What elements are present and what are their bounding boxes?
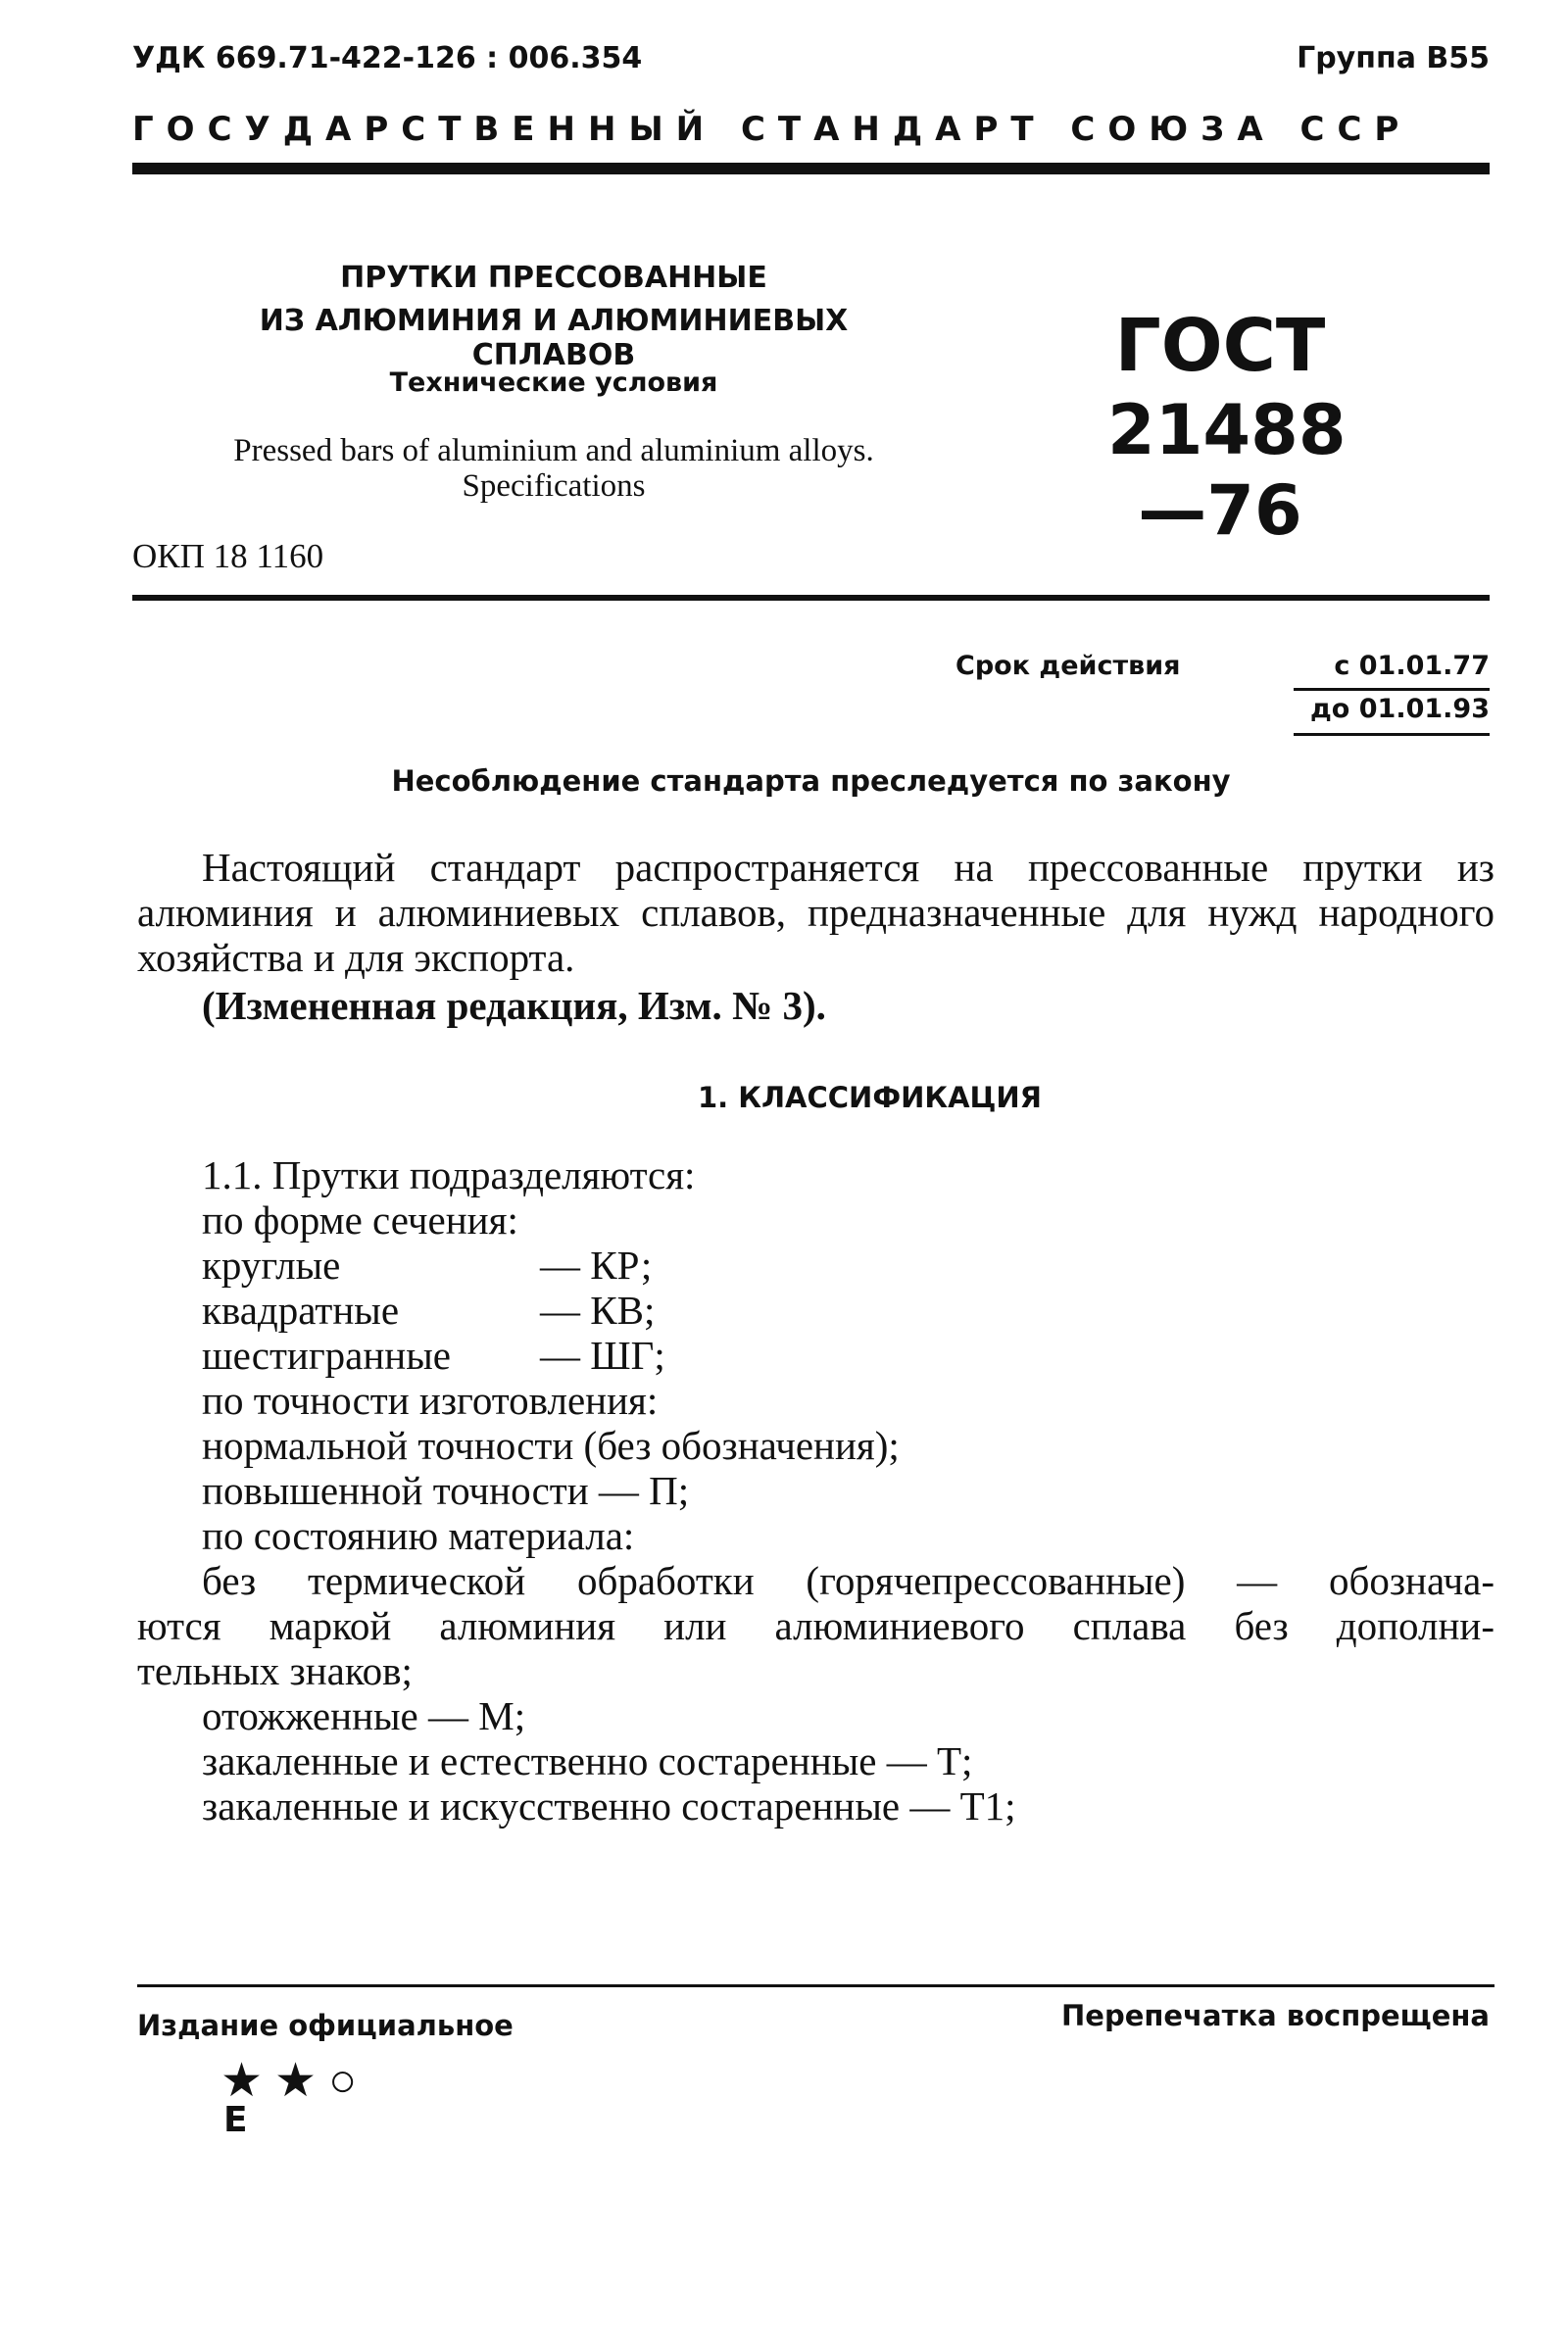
amendment-note: (Измененная редакция, Изм. № 3).: [202, 983, 826, 1028]
group-code: Группа В55: [1297, 41, 1490, 75]
list-item: ются маркой алюминия или алюминиевого сплава без дополни-: [137, 1603, 1494, 1648]
list-item: закаленные и искусственно состаренные — Т1;: [202, 1783, 1016, 1829]
list-item: отожженные — М;: [202, 1693, 526, 1738]
validity-underline: [1294, 733, 1490, 736]
english-title-line-1: Pressed bars of aluminium and aluminium alloys.: [233, 433, 874, 468]
star-marks-icon: ★ ★ ○: [220, 2055, 358, 2107]
list-item-hex: [137, 1333, 1494, 1378]
title-line-2: ИЗ АЛЮМИНИЯ И АЛЮМИНИЕВЫХ СПЛАВОВ: [259, 304, 849, 372]
okp-code: ОКП 18 1160: [132, 537, 324, 575]
round-label: круглые: [202, 1243, 341, 1288]
list-item: тельных знаков;: [137, 1648, 413, 1693]
mark-e: Е: [223, 2100, 248, 2140]
hex-code: — ШГ;: [540, 1333, 665, 1378]
footer-rule: [137, 1984, 1494, 1987]
list-item: нормальной точности (без обозначения);: [202, 1423, 900, 1468]
classification-list: [137, 1152, 1494, 1829]
gost-number: 21488—76: [1107, 390, 1347, 551]
validity-label: Срок действия: [956, 651, 1181, 681]
legal-warning: Несоблюдение стандарта преследуется по закону: [391, 764, 1231, 798]
gost-label: ГОСТ: [1114, 304, 1326, 388]
list-item: по состоянию материала:: [202, 1513, 635, 1558]
round-code: — КР;: [540, 1243, 653, 1288]
hex-label: шестигранные: [202, 1333, 451, 1378]
list-item: по форме сечения:: [202, 1197, 518, 1243]
title-line-1: ПРУТКИ ПРЕССОВАННЫЕ: [340, 261, 767, 295]
square-label: квадратные: [202, 1288, 400, 1333]
list-item-square: [137, 1288, 1494, 1333]
list-item: без термической обработки (горячепрессованные) — обознача-: [202, 1558, 1494, 1603]
validity-to: до 01.01.93: [1310, 694, 1490, 724]
validity-divider: [1294, 688, 1490, 691]
list-item-round: [137, 1243, 1494, 1288]
list-item: по точности изготовления:: [202, 1378, 659, 1423]
validity-from: с 01.01.77: [1334, 651, 1490, 681]
english-title-line-2: Specifications: [462, 468, 646, 504]
title-subtitle: Технические условия: [389, 367, 718, 398]
list-item: закаленные и естественно состаренные — Т;: [202, 1738, 973, 1783]
section-heading-classification: 1. КЛАССИФИКАЦИЯ: [697, 1081, 1043, 1114]
state-standard-banner: ГОСУДАРСТВЕННЫЙ СТАНДАРТ СОЮЗА ССР: [132, 110, 1412, 149]
official-edition: Издание официальное: [137, 2009, 514, 2042]
list-item: 1.1. Прутки подразделяются:: [202, 1152, 696, 1197]
udk-code: УДК 669.71-422-126 : 006.354: [132, 41, 643, 75]
middle-rule: [132, 595, 1490, 601]
top-rule: [132, 163, 1490, 174]
intro-paragraph: Настоящий стандарт распространяется на прессованные прутки из алюминия и алюминиевых сплавов, предназначенные для нужд народного хозяйства и для экспорта.: [137, 845, 1494, 980]
square-code: — КВ;: [540, 1288, 656, 1333]
reprint-prohibited: Перепечатка воспрещена: [1061, 1999, 1490, 2032]
list-item: повышенной точности — П;: [202, 1468, 690, 1513]
